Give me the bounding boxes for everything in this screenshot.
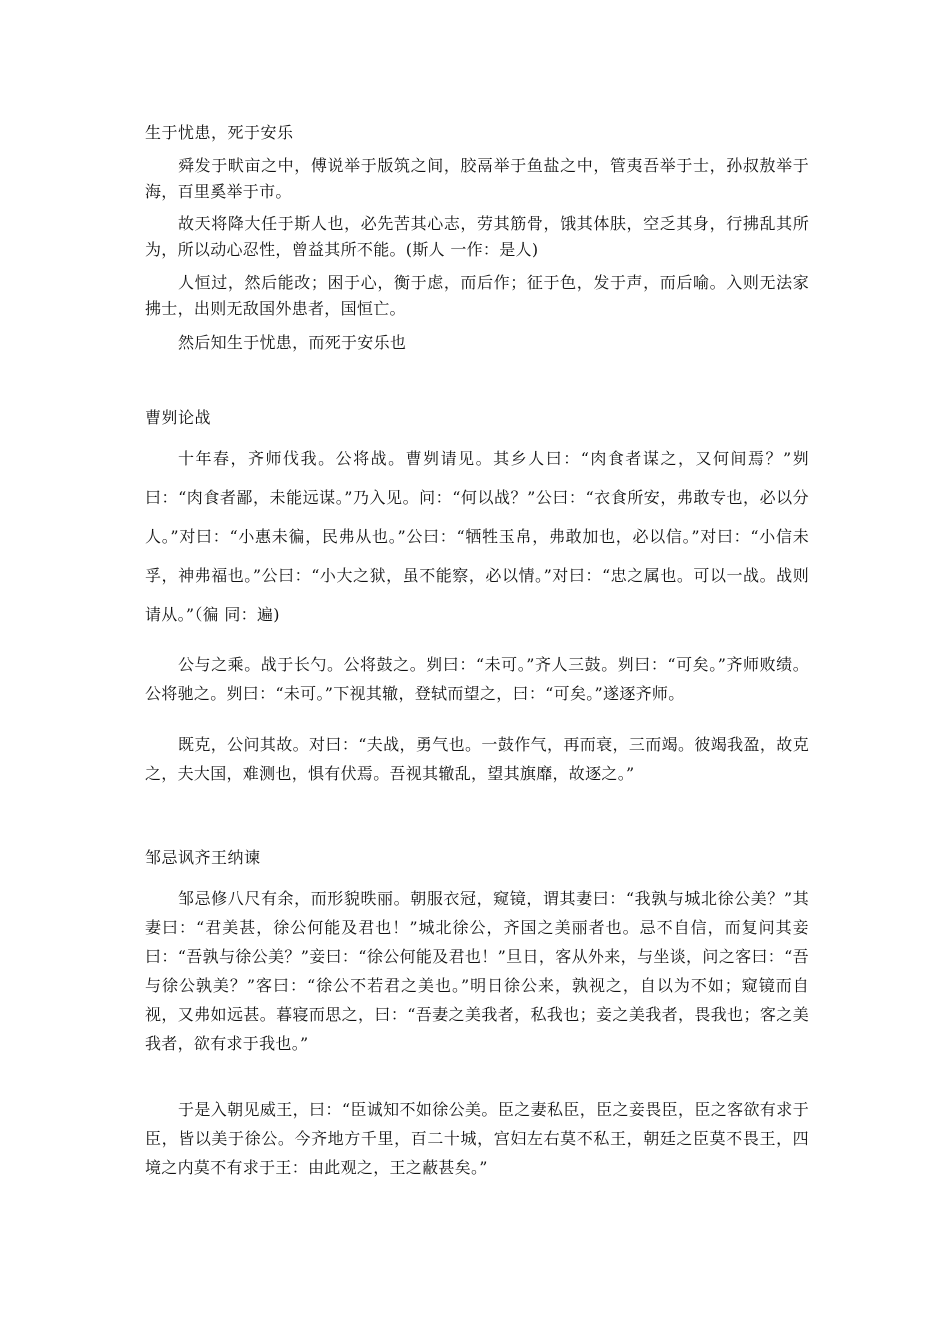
paragraph: 故天将降大任于斯人也，必先苦其心志，劳其筋骨，饿其体肤，空乏其身，行拂乱其所为，所以动心忍性，曾益其所不能。(斯人 一作：是人) — [145, 214, 809, 259]
paragraph: 十年春，齐师伐我。公将战。曹刿请见。其乡人曰：“肉食者谋之，又何间焉？”刿曰：“肉食者鄙，未能远谋。”乃入见。问：“何以战？”公曰：“衣食所安，弗敢专也，必以分人。”对曰：“小惠未徧，民弗从也。”公曰：“牺牲玉帛，弗敢加也，必以信。”对曰：“小信未孚，神弗福也。”公曰：“小大之狱，虽不能察，必以情。”对曰：“忠之属也。可以一战。战则请从。”（徧 同：遍) — [145, 449, 809, 624]
paragraph: 既克，公问其故。对曰：“夫战，勇气也。一鼓作气，再而衰，三而竭。彼竭我盈，故克之，夫大国，难测也，惧有伏焉。吾视其辙乱，望其旗靡，故逐之。” — [145, 735, 809, 783]
section-title: 邹忌讽齐王纳谏 — [145, 848, 261, 867]
section-title: 生于忧患，死于安乐 — [145, 123, 294, 142]
paragraph: 于是入朝见威王，曰：“臣诚知不如徐公美。臣之妻私臣，臣之妾畏臣，臣之客欲有求于臣，皆以美于徐公。今齐地方千里，百二十城，宫妇左右莫不私王，朝廷之臣莫不畏王，四境之内莫不有求于王：由此观之，王之蔽甚矣。” — [145, 1100, 809, 1177]
paragraph: 人恒过，然后能改；困于心，衡于虑，而后作；征于色，发于声，而后喻。入则无法家拂士，出则无敌国外患者，国恒亡。 — [145, 273, 809, 318]
paragraph: 舜发于畎亩之中，傅说举于版筑之间，胶鬲举于鱼盐之中，管夷吾举于士，孙叔敖举于海，百里奚举于市。 — [145, 156, 809, 201]
paragraph: 公与之乘。战于长勺。公将鼓之。刿曰：“未可。”齐人三鼓。刿曰：“可矣。”齐师败绩。公将驰之。刿曰：“未可。”下视其辙，登轼而望之，曰：“可矣。”遂逐齐师。 — [145, 655, 809, 703]
paragraph: 邹忌修八尺有余，而形貌昳丽。朝服衣冠，窥镜，谓其妻曰：“我孰与城北徐公美？”其妻曰：“君美甚，徐公何能及君也！”城北徐公，齐国之美丽者也。忌不自信，而复问其妾曰：“吾孰与徐公美？”妾曰：“徐公何能及君也！”旦日，客从外来，与坐谈，问之客曰：“吾与徐公孰美？”客曰：“徐公不若君之美也。”明日徐公来，孰视之，自以为不如；窥镜而自视，又弗如远甚。暮寝而思之，曰：“吾妻之美我者，私我也；妾之美我者，畏我也；客之美我者，欲有求于我也。” — [145, 889, 809, 1053]
paragraph: 然后知生于忧患，而死于安乐也 — [178, 333, 407, 352]
section-title: 曹刿论战 — [145, 408, 212, 427]
